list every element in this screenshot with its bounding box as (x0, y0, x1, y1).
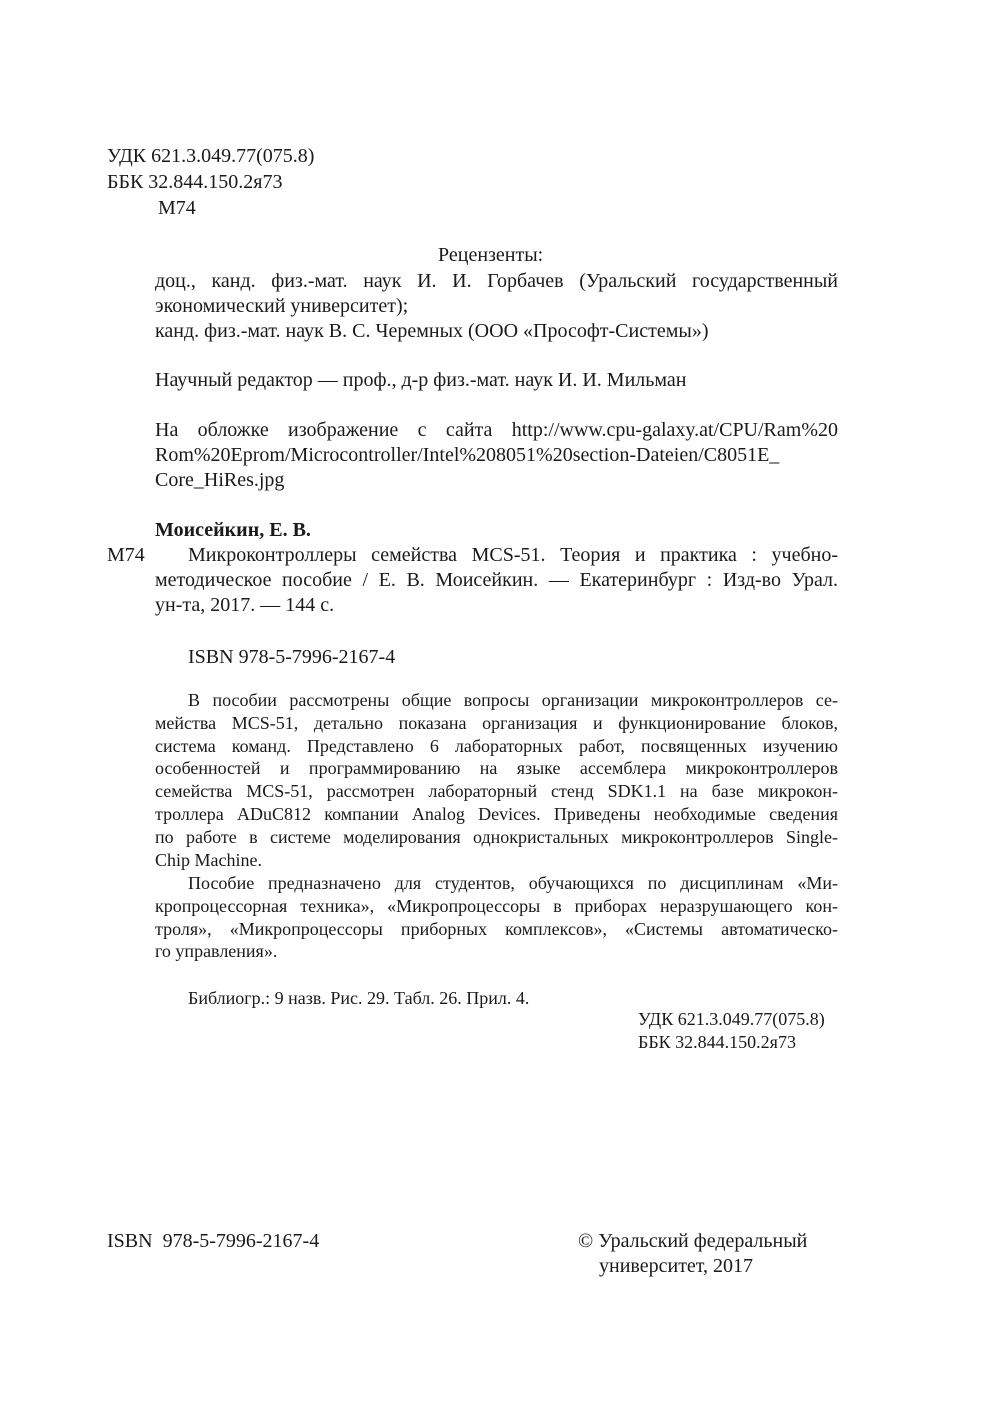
abstract-line: семейства MCS-51, рассмотрен лабораторный стенд SDK1.1 на базе микрокон- (155, 781, 838, 802)
cover-note-line: На обложке изображение с сайта http://www.cpu-galaxy.at/CPU/Ram%20 (155, 419, 838, 441)
record-line: Микроконтроллеры семейства MCS-51. Теория и практика : учебно- (188, 544, 838, 566)
abstract-line: по работе в системе моделирования однокристальных микроконтроллеров Single- (155, 826, 838, 847)
abstract-udk: УДК 621.3.049.77(075.8) (638, 1009, 825, 1029)
footer-isbn: ISBN 978-5-7996-2167-4 (107, 1230, 320, 1252)
udk-code: УДК 621.3.049.77(075.8) (107, 145, 315, 167)
reviewers-heading: Рецензенты: (438, 244, 544, 266)
record-isbn: ISBN 978-5-7996-2167-4 (188, 646, 396, 668)
abstract-line: троллера ADuC812 компании Analog Devices. Приведены необходимые сведения (155, 803, 838, 824)
abstract-line: мейства MCS-51, детально показана организация и функционирование блоков, (155, 712, 838, 733)
abstract-line: троля», «Микропроцессоры приборных комплексов», «Системы автоматическо- (155, 918, 838, 939)
cover-note (155, 418, 838, 493)
record-mark: М74 (107, 544, 145, 566)
record-line: ун-та, 2017. — 144 с. (155, 594, 335, 616)
copyright-line-2: университет, 2017 (599, 1255, 754, 1277)
abstract-line: Chip Machine. (155, 849, 262, 870)
abstract-line: Пособие предназначено для студентов, обучающихся по дисциплинам «Ми- (188, 873, 838, 893)
bbk-code: ББК 32.844.150.2я73 (107, 171, 283, 193)
reviewer-line: доц., канд. физ.-мат. наук И. И. Горбачев (Уральский государственный (155, 270, 838, 292)
cover-note-line: Rom%20Eprom/Microcontroller/Intel%208051%20section-Dateien/C8051E_ (155, 444, 780, 466)
abstract-line: система команд. Представлено 6 лабораторных работ, посвященных изучению (155, 735, 838, 756)
record-line: методическое пособие / Е. В. Моисейкин. — Екатеринбург : Изд-во Урал. (155, 569, 838, 591)
copyright-line-1: © Уральский федеральный (578, 1230, 808, 1252)
reviewer-line: канд. физ.-мат. наук В. С. Черемных (ООО «Прософт-Системы») (155, 320, 709, 342)
abstract-paragraph-1 (155, 689, 838, 871)
abstract-line: В пособии рассмотрены общие вопросы организации микроконтроллеров се- (188, 690, 838, 710)
author-mark: М74 (158, 197, 196, 219)
biblio-counts: Библиогр.: 9 назв. Рис. 29. Табл. 26. Прил. 4. (188, 988, 530, 1008)
reviewer-line: экономический университет); (155, 295, 409, 317)
abstract-bbk: ББК 32.844.150.2я73 (638, 1032, 796, 1052)
scientific-editor: Научный редактор — проф., д-р физ.-мат. наук И. И. Мильман (155, 369, 687, 391)
abstract-paragraph-2 (155, 872, 838, 963)
reviewers-block (155, 269, 838, 344)
record-description (155, 543, 838, 618)
cover-note-line: Core_HiRes.jpg (155, 469, 285, 491)
abstract-line: особенностей и программированию на языке ассемблера микроконтроллеров (155, 758, 838, 779)
abstract-line: го управления». (155, 941, 278, 962)
record-author: Моисейкин, Е. В. (155, 519, 311, 541)
abstract-line: кропроцессорная техника», «Микропроцессоры в приборах неразрушающего кон- (155, 895, 838, 916)
